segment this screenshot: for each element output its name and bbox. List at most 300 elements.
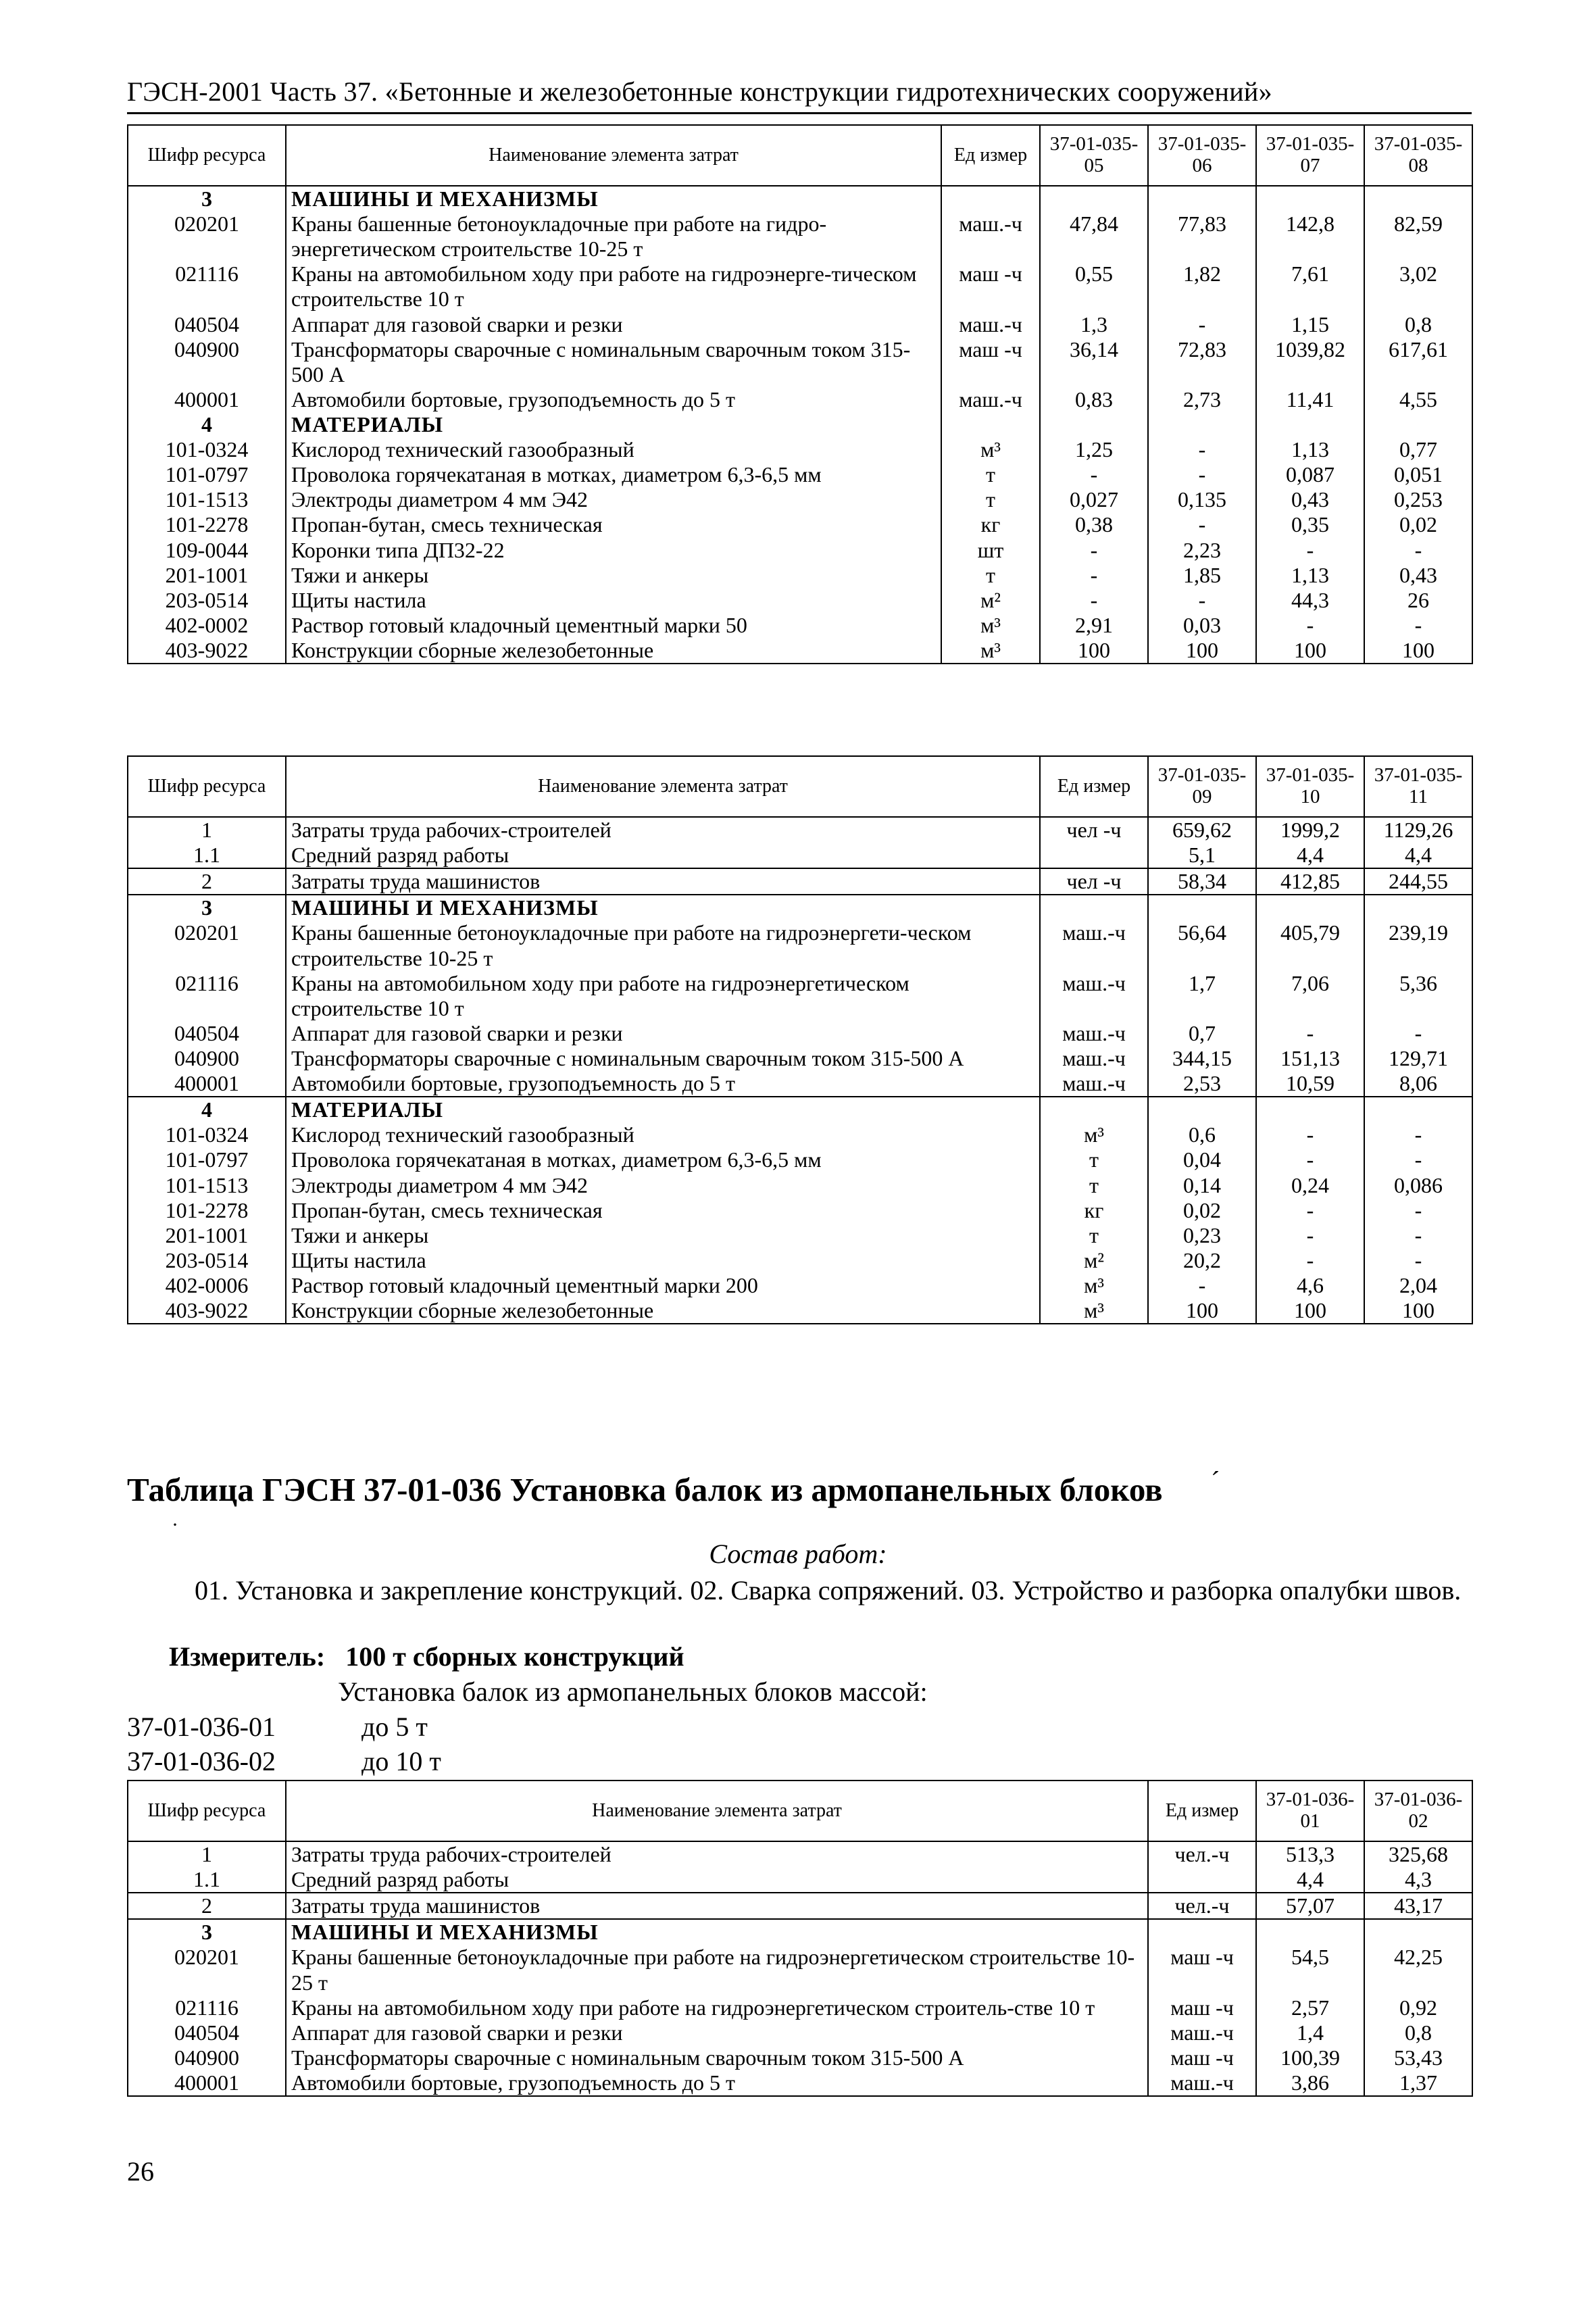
value-cell — [1148, 186, 1256, 211]
column-header-norm: 37-01-035-05 — [1040, 125, 1148, 186]
unit-cell: т — [1040, 1223, 1148, 1248]
table-row — [128, 1995, 1472, 2020]
unit-cell — [941, 412, 1040, 437]
value-cell: 244,55 — [1364, 868, 1472, 895]
table-row — [128, 1198, 1472, 1223]
column-header-norm: 37-01-035-07 — [1256, 125, 1364, 186]
value-cell: 5,36 — [1364, 971, 1472, 1021]
table-row — [128, 1273, 1472, 1298]
value-cell: 4,55 — [1364, 387, 1472, 412]
value-cell — [1256, 895, 1364, 920]
resource-name: Кислород технический газообразный — [286, 1122, 1040, 1147]
resource-code: 101-0797 — [128, 462, 286, 487]
value-cell: 1,85 — [1148, 563, 1256, 588]
table-row — [128, 387, 1472, 412]
value-cell: - — [1364, 1198, 1472, 1223]
value-cell: 659,62 — [1148, 817, 1256, 843]
table-row — [128, 312, 1472, 337]
value-cell: - — [1148, 462, 1256, 487]
variant-code: 37-01-036-01 — [127, 1712, 276, 1742]
resource-name: Трансформаторы сварочные с номинальным сварочным током 315-500 А — [286, 337, 941, 387]
table-row — [128, 1841, 1472, 1867]
value-cell — [1364, 186, 1472, 211]
value-cell: 77,83 — [1148, 211, 1256, 262]
table-row — [128, 920, 1472, 970]
page-number: 26 — [127, 2156, 154, 2187]
table-row — [128, 1046, 1472, 1071]
variant-line — [127, 1745, 441, 1777]
value-cell: 100 — [1256, 1298, 1364, 1324]
page-header: ГЭСН-2001 Часть 37. «Бетонные и железобетонные конструкции гидротехнических сооружений» — [127, 76, 1272, 107]
value-cell: 0,8 — [1364, 2020, 1472, 2045]
table-row — [128, 462, 1472, 487]
value-cell: 1,37 — [1364, 2070, 1472, 2096]
column-header-norm: 37-01-035-11 — [1364, 756, 1472, 817]
resource-name: Затраты труда рабочих-строителей — [286, 817, 1040, 843]
table-row — [128, 1248, 1472, 1273]
value-cell: - — [1256, 1223, 1364, 1248]
value-cell: 2,23 — [1148, 538, 1256, 563]
resource-name: Щиты настила — [286, 588, 941, 613]
value-cell — [1364, 895, 1472, 920]
value-cell — [1256, 1097, 1364, 1122]
table-row — [128, 262, 1472, 312]
unit-cell: маш.-ч — [1148, 2020, 1256, 2045]
value-cell: - — [1040, 538, 1148, 563]
resource-code: 203-0514 — [128, 588, 286, 613]
unit-cell: кг — [941, 512, 1040, 537]
value-cell: 100 — [1364, 1298, 1472, 1324]
table-row — [128, 563, 1472, 588]
value-cell: 412,85 — [1256, 868, 1364, 895]
resource-name: Раствор готовый кладочный цементный марки 200 — [286, 1273, 1040, 1298]
value-cell: - — [1364, 613, 1472, 638]
resource-code: 4 — [128, 1097, 286, 1122]
resource-table-036 — [127, 1780, 1473, 2097]
column-header-norm: 37-01-035-10 — [1256, 756, 1364, 817]
resource-name: Трансформаторы сварочные с номинальным сварочным током 315-500 А — [286, 2045, 1148, 2070]
unit-cell: т — [1040, 1173, 1148, 1198]
unit-cell — [1148, 1919, 1256, 1945]
column-header-code: Шифр ресурса — [128, 125, 286, 186]
unit-cell: маш.-ч — [1148, 2070, 1256, 2096]
unit-cell — [1040, 1097, 1148, 1122]
unit-cell: шт — [941, 538, 1040, 563]
resource-code: 400001 — [128, 2070, 286, 2096]
resource-code: 040900 — [128, 1046, 286, 1071]
unit-cell: маш -ч — [941, 337, 1040, 387]
value-cell: 58,34 — [1148, 868, 1256, 895]
column-header-norm: 37-01-036-02 — [1364, 1781, 1472, 1841]
table-row — [128, 1071, 1472, 1097]
meter-value: 100 т сборных конструкций — [345, 1641, 684, 1672]
unit-cell: м³ — [1040, 1122, 1148, 1147]
value-cell: 2,53 — [1148, 1071, 1256, 1097]
value-cell: 0,135 — [1148, 487, 1256, 512]
value-cell: 7,61 — [1256, 262, 1364, 312]
resource-name: Пропан-бутан, смесь техническая — [286, 512, 941, 537]
value-cell: 82,59 — [1364, 211, 1472, 262]
column-header-norm: 37-01-035-09 — [1148, 756, 1256, 817]
section-title: МАТЕРИАЛЫ — [286, 412, 941, 437]
value-cell: 53,43 — [1364, 2045, 1472, 2070]
value-cell: 43,17 — [1364, 1893, 1472, 1919]
value-cell: 3,86 — [1256, 2070, 1364, 2096]
resource-code: 402-0006 — [128, 1273, 286, 1298]
table-row — [128, 2070, 1472, 2096]
value-cell: 100 — [1148, 638, 1256, 664]
section-title: МАТЕРИАЛЫ — [286, 1097, 1040, 1122]
meter-line — [169, 1641, 684, 1672]
table-row — [128, 613, 1472, 638]
table-row — [128, 1298, 1472, 1324]
value-cell: - — [1364, 1248, 1472, 1273]
column-header-norm: 37-01-036-01 — [1256, 1781, 1364, 1841]
value-cell: 0,8 — [1364, 312, 1472, 337]
resource-name: Аппарат для газовой сварки и резки — [286, 312, 941, 337]
resource-name: Средний разряд работы — [286, 843, 1040, 868]
value-cell: 4,4 — [1364, 843, 1472, 868]
value-cell: 1039,82 — [1256, 337, 1364, 387]
column-header-unit: Ед измер — [1148, 1781, 1256, 1841]
resource-name: Краны башенные бетоноукладочные при работе на гидроэнергетическом строительстве 10-25 т — [286, 1945, 1148, 1995]
variant-line — [127, 1711, 428, 1743]
value-cell: - — [1256, 613, 1364, 638]
column-header-name: Наименование элемента затрат — [286, 756, 1040, 817]
resource-code: 4 — [128, 412, 286, 437]
value-cell: 3,02 — [1364, 262, 1472, 312]
table-row — [128, 211, 1472, 262]
value-cell: 100 — [1148, 1298, 1256, 1324]
value-cell — [1040, 186, 1148, 211]
value-cell: 72,83 — [1148, 337, 1256, 387]
resource-code: 101-0324 — [128, 1122, 286, 1147]
column-header-norm: 37-01-035-08 — [1364, 125, 1472, 186]
resource-code: 1.1 — [128, 1867, 286, 1893]
value-cell: 7,06 — [1256, 971, 1364, 1021]
resource-code: 020201 — [128, 211, 286, 262]
resource-name: Аппарат для газовой сварки и резки — [286, 1021, 1040, 1046]
unit-cell: чел.-ч — [1148, 1893, 1256, 1919]
value-cell: 56,64 — [1148, 920, 1256, 970]
value-cell: 1,13 — [1256, 437, 1364, 462]
table-row — [128, 1893, 1472, 1919]
resource-code: 1 — [128, 817, 286, 843]
unit-cell: чел.-ч — [1148, 1841, 1256, 1867]
value-cell: 100,39 — [1256, 2045, 1364, 2070]
resource-name: Автомобили бортовые, грузоподъемность до 5 т — [286, 2070, 1148, 2096]
value-cell — [1364, 1097, 1472, 1122]
unit-cell: маш.-ч — [1040, 1046, 1148, 1071]
unit-cell — [1040, 843, 1148, 868]
resource-code: 021116 — [128, 971, 286, 1021]
value-cell: 4,3 — [1364, 1867, 1472, 1893]
value-cell: 0,087 — [1256, 462, 1364, 487]
value-cell: - — [1148, 512, 1256, 537]
unit-cell — [941, 186, 1040, 211]
resource-code: 021116 — [128, 262, 286, 312]
resource-code: 203-0514 — [128, 1248, 286, 1273]
unit-cell: маш.-ч — [1040, 1071, 1148, 1097]
resource-code: 403-9022 — [128, 1298, 286, 1324]
value-cell: 1,4 — [1256, 2020, 1364, 2045]
value-cell: - — [1040, 588, 1148, 613]
value-cell: 0,086 — [1364, 1173, 1472, 1198]
resource-name: Затраты труда рабочих-строителей — [286, 1841, 1148, 1867]
resource-name: Конструкции сборные железобетонные — [286, 1298, 1040, 1324]
resource-name: Конструкции сборные железобетонные — [286, 638, 941, 664]
resource-code: 101-2278 — [128, 512, 286, 537]
unit-cell — [1148, 1867, 1256, 1893]
value-cell: 0,55 — [1040, 262, 1148, 312]
resource-code: 040504 — [128, 2020, 286, 2045]
value-cell: - — [1148, 437, 1256, 462]
resource-code: 2 — [128, 868, 286, 895]
value-cell: 0,027 — [1040, 487, 1148, 512]
value-cell — [1256, 186, 1364, 211]
value-cell: 1,25 — [1040, 437, 1148, 462]
resource-code: 1 — [128, 1841, 286, 1867]
table-row — [128, 2045, 1472, 2070]
value-cell: 1,3 — [1040, 312, 1148, 337]
value-cell: 0,02 — [1148, 1198, 1256, 1223]
resource-code: 101-0797 — [128, 1147, 286, 1172]
resource-code: 1.1 — [128, 843, 286, 868]
table-row — [128, 538, 1472, 563]
value-cell: 2,73 — [1148, 387, 1256, 412]
value-cell: 0,43 — [1256, 487, 1364, 512]
unit-cell: т — [941, 487, 1040, 512]
value-cell: - — [1256, 1122, 1364, 1147]
unit-cell: маш.-ч — [1040, 971, 1148, 1021]
resource-code: 3 — [128, 1919, 286, 1945]
resource-code: 101-1513 — [128, 1173, 286, 1198]
section-row — [128, 1097, 1472, 1122]
value-cell — [1256, 1919, 1364, 1945]
resource-code: 040900 — [128, 2045, 286, 2070]
section-row — [128, 412, 1472, 437]
resource-table-035-09-11 — [127, 755, 1473, 1324]
resource-code: 020201 — [128, 1945, 286, 1995]
resource-name: Электроды диаметром 4 мм Э42 — [286, 1173, 1040, 1198]
section-row — [128, 1919, 1472, 1945]
unit-cell: маш.-ч — [941, 211, 1040, 262]
value-cell: 0,43 — [1364, 563, 1472, 588]
unit-cell: чел -ч — [1040, 817, 1148, 843]
value-cell: 4,4 — [1256, 1867, 1364, 1893]
section-row — [128, 186, 1472, 211]
value-cell: 11,41 — [1256, 387, 1364, 412]
value-cell: - — [1364, 1122, 1472, 1147]
value-cell: 1,15 — [1256, 312, 1364, 337]
unit-cell: м³ — [941, 638, 1040, 664]
resource-name: Краны на автомобильном ходу при работе на гидроэнергетическом строитель-стве 10 т — [286, 1995, 1148, 2020]
table-row — [128, 843, 1472, 868]
value-cell: 44,3 — [1256, 588, 1364, 613]
value-cell: 1999,2 — [1256, 817, 1364, 843]
value-cell: - — [1040, 563, 1148, 588]
value-cell: 129,71 — [1364, 1046, 1472, 1071]
value-cell: 1,13 — [1256, 563, 1364, 588]
resource-table-035-05-08 — [127, 124, 1473, 664]
title-mark: ˊ — [1211, 1466, 1220, 1496]
value-cell: - — [1364, 1147, 1472, 1172]
value-cell: 0,6 — [1148, 1122, 1256, 1147]
value-cell: - — [1256, 1198, 1364, 1223]
resource-name: Аппарат для газовой сварки и резки — [286, 2020, 1148, 2045]
value-cell — [1148, 895, 1256, 920]
value-cell: 2,57 — [1256, 1995, 1364, 2020]
table-title: Таблица ГЭСН 37-01-036 Установка балок из армопанельных блоков — [127, 1471, 1163, 1508]
unit-cell: м² — [1040, 1248, 1148, 1273]
value-cell: - — [1148, 312, 1256, 337]
table-row — [128, 1147, 1472, 1172]
value-cell: 142,8 — [1256, 211, 1364, 262]
value-cell: - — [1040, 462, 1148, 487]
resource-name: Тяжи и анкеры — [286, 563, 941, 588]
column-header-code: Шифр ресурса — [128, 1781, 286, 1841]
value-cell: 36,14 — [1040, 337, 1148, 387]
table-row — [128, 971, 1472, 1021]
resource-code: 403-9022 — [128, 638, 286, 664]
value-cell: 0,35 — [1256, 512, 1364, 537]
value-cell: 100 — [1364, 638, 1472, 664]
table-row — [128, 1223, 1472, 1248]
meter-label: Измеритель: — [169, 1641, 326, 1672]
unit-cell: маш -ч — [1148, 2045, 1256, 2070]
unit-cell: маш.-ч — [1040, 1021, 1148, 1046]
resource-name: Затраты труда машинистов — [286, 868, 1040, 895]
unit-cell: маш.-ч — [1040, 920, 1148, 970]
value-cell: 0,24 — [1256, 1173, 1364, 1198]
variant-code: 37-01-036-02 — [127, 1746, 276, 1776]
resource-code: 400001 — [128, 1071, 286, 1097]
unit-cell: м³ — [1040, 1273, 1148, 1298]
resource-code: 040900 — [128, 337, 286, 387]
unit-cell: маш -ч — [941, 262, 1040, 312]
resource-name: Кислород технический газообразный — [286, 437, 941, 462]
resource-name: Краны башенные бетоноукладочные при работе на гидроэнергети-ческом строительстве 10-25 т — [286, 920, 1040, 970]
value-cell: - — [1256, 538, 1364, 563]
unit-cell: маш.-ч — [941, 387, 1040, 412]
value-cell: 2,04 — [1364, 1273, 1472, 1298]
table-row — [128, 512, 1472, 537]
value-cell: 0,04 — [1148, 1147, 1256, 1172]
section-title: МАШИНЫ И МЕХАНИЗМЫ — [286, 895, 1040, 920]
value-cell: - — [1364, 1021, 1472, 1046]
resource-name: Средний разряд работы — [286, 1867, 1148, 1893]
table-row — [128, 337, 1472, 387]
unit-cell: м³ — [941, 437, 1040, 462]
value-cell: 0,23 — [1148, 1223, 1256, 1248]
value-cell: 2,91 — [1040, 613, 1148, 638]
value-cell: 42,25 — [1364, 1945, 1472, 1995]
value-cell: 151,13 — [1256, 1046, 1364, 1071]
value-cell: 100 — [1040, 638, 1148, 664]
table-row — [128, 2020, 1472, 2045]
resource-name: Пропан-бутан, смесь техническая — [286, 1198, 1040, 1223]
value-cell — [1364, 412, 1472, 437]
value-cell: 617,61 — [1364, 337, 1472, 387]
unit-cell: м² — [941, 588, 1040, 613]
value-cell: 325,68 — [1364, 1841, 1472, 1867]
value-cell: 0,02 — [1364, 512, 1472, 537]
resource-name: Коронки типа ДП32-22 — [286, 538, 941, 563]
variant-text: до 5 т — [361, 1712, 428, 1742]
table-row — [128, 868, 1472, 895]
value-cell: - — [1256, 1147, 1364, 1172]
resource-code: 402-0002 — [128, 613, 286, 638]
value-cell: 0,051 — [1364, 462, 1472, 487]
value-cell: 5,1 — [1148, 843, 1256, 868]
resource-code: 3 — [128, 895, 286, 920]
value-cell: 0,253 — [1364, 487, 1472, 512]
value-cell: 26 — [1364, 588, 1472, 613]
section-title: МАШИНЫ И МЕХАНИЗМЫ — [286, 186, 941, 211]
value-cell: - — [1364, 1223, 1472, 1248]
value-cell: 0,03 — [1148, 613, 1256, 638]
table-row — [128, 588, 1472, 613]
work-composition-text: 01. Установка и закрепление конструкций. 02. Сварка сопряжений. 03. Устройство и разборка опалубки швов. — [195, 1575, 1462, 1605]
unit-cell — [1040, 895, 1148, 920]
header-rule — [127, 112, 1472, 114]
value-cell: 20,2 — [1148, 1248, 1256, 1273]
column-header-code: Шифр ресурса — [128, 756, 286, 817]
unit-cell: м³ — [1040, 1298, 1148, 1324]
value-cell: 8,06 — [1364, 1071, 1472, 1097]
value-cell: 4,4 — [1256, 843, 1364, 868]
resource-code: 201-1001 — [128, 1223, 286, 1248]
resource-name: Проволока горячекатаная в мотках, диаметром 6,3-6,5 мм — [286, 462, 941, 487]
resource-code: 3 — [128, 186, 286, 211]
unit-cell: т — [941, 462, 1040, 487]
value-cell: 54,5 — [1256, 1945, 1364, 1995]
column-header-unit: Ед измер — [941, 125, 1040, 186]
value-cell — [1040, 412, 1148, 437]
table-row — [128, 1122, 1472, 1147]
resource-name: Щиты настила — [286, 1248, 1040, 1273]
column-header-name: Наименование элемента затрат — [286, 125, 941, 186]
value-cell: 0,92 — [1364, 1995, 1472, 2020]
resource-name: Электроды диаметром 4 мм Э42 — [286, 487, 941, 512]
value-cell: 0,14 — [1148, 1173, 1256, 1198]
resource-name: Затраты труда машинистов — [286, 1893, 1148, 1919]
table-row — [128, 437, 1472, 462]
table-row — [128, 1173, 1472, 1198]
resource-name: Автомобили бортовые, грузоподъемность до 5 т — [286, 1071, 1040, 1097]
value-cell: 344,15 — [1148, 1046, 1256, 1071]
table-row — [128, 817, 1472, 843]
resource-name: Тяжи и анкеры — [286, 1223, 1040, 1248]
resource-code: 101-2278 — [128, 1198, 286, 1223]
resource-code: 201-1001 — [128, 563, 286, 588]
resource-code: 040504 — [128, 1021, 286, 1046]
value-cell: 1,7 — [1148, 971, 1256, 1021]
unit-cell: чел -ч — [1040, 868, 1148, 895]
value-cell: 513,3 — [1256, 1841, 1364, 1867]
table-row — [128, 1021, 1472, 1046]
value-cell: 10,59 — [1256, 1071, 1364, 1097]
column-header-norm: 37-01-035-06 — [1148, 125, 1256, 186]
column-header-name: Наименование элемента затрат — [286, 1781, 1148, 1841]
resource-name: Краны на автомобильном ходу при работе на гидроэнергетическом строительстве 10 т — [286, 971, 1040, 1021]
resource-name: Краны башенные бетоноукладочные при работе на гидро-энергетическом строительстве 10-25 т — [286, 211, 941, 262]
value-cell — [1364, 1919, 1472, 1945]
resource-code: 2 — [128, 1893, 286, 1919]
value-cell: 57,07 — [1256, 1893, 1364, 1919]
unit-cell: маш -ч — [1148, 1945, 1256, 1995]
table-subtitle: Установка балок из армопанельных блоков массой: — [338, 1676, 928, 1707]
